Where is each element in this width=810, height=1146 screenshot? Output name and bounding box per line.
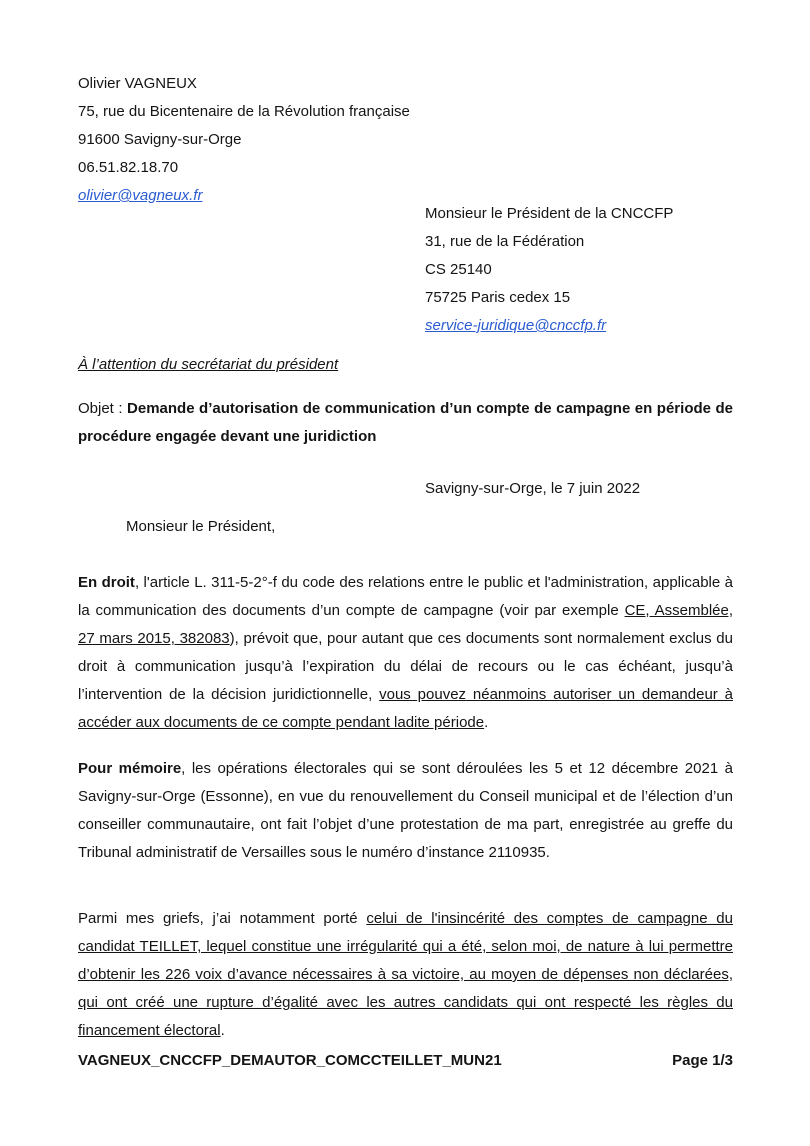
sender-block: [78, 70, 410, 210]
body-paragraph-background: [78, 755, 733, 867]
recipient-title: Monsieur le Président de la CNCCFP: [425, 205, 674, 222]
text-segment: CE, Assemblée, 27 mars 2015, 382083: [78, 602, 734, 647]
recipient-address-line-2: CS 25140: [425, 261, 492, 278]
sender-name: Olivier VAGNEUX: [78, 75, 197, 92]
dateline: Savigny-sur-Orge, le 7 juin 2022: [425, 480, 641, 497]
text-segment: Pour mémoire: [78, 760, 182, 777]
subject-line: [78, 395, 733, 451]
text-segment: , l'article L. 311-5-2°-f du code des relations entre le public et l'administration, applicable à la communication des documents d’un compte de campagne (voir par exemple: [78, 574, 733, 619]
text-segment: .: [220, 1022, 225, 1039]
sender-address-line-2: 91600 Savigny-sur-Orge: [78, 131, 242, 148]
footer-reference: VAGNEUX_CNCCFP_DEMAUTOR_COMCCTEILLET_MUN21: [78, 1052, 502, 1069]
salutation: Monsieur le Président,: [126, 518, 276, 535]
text-segment: , les opérations électorales qui se sont déroulées les 5 et 12 décembre 2021 à Savigny-sur-Orge (Essonne), en vue du renouvellement du Conseil municipal et de l’élection d’un conseiller communautaire, ont fait l’objet d’une protestation de ma part, enregistrée au greffe du Tribunal administratif de Versailles sous le numéro d’instance 2110935.: [78, 760, 733, 861]
footer-page-number: Page 1/3: [672, 1052, 733, 1069]
recipient-address-line-1: 31, rue de la Fédération: [425, 233, 585, 250]
text-segment: .: [484, 714, 489, 731]
page-footer: [78, 1047, 733, 1075]
recipient-address-line-3: 75725 Paris cedex 15: [425, 289, 571, 306]
text-segment: Demande d’autorisation de communication d’un compte de campagne en période de procédure engagée devant une juridiction: [78, 400, 733, 445]
text-segment: vous pouvez néanmoins autoriser un demandeur à accéder aux documents de ce compte pendant ladite période: [78, 686, 733, 731]
body-paragraph-legal-basis: [78, 569, 733, 737]
text-segment: Objet :: [78, 400, 128, 417]
text-segment: Parmi mes griefs, j’ai notamment porté: [78, 910, 367, 927]
recipient-email-link[interactable]: service-juridique@cnccfp.fr: [425, 317, 607, 334]
text-segment: ), prévoit que, pour autant que ces documents sont normalement exclus du droit à communication jusqu’à l’expiration du délai de recours ou le cas échéant, jusqu’à l’intervention de la décision juridictionnelle,: [78, 630, 733, 703]
sender-email-link[interactable]: olivier@vagneux.fr: [78, 187, 203, 204]
attention-line: À l’attention du secrétariat du président: [78, 356, 339, 373]
text-segment: celui de l'insincérité des comptes de campagne du candidat TEILLET, lequel constitue une irrégularité qui a été, selon moi, de nature à lui permettre d’obtenir les 226 voix d’avance nécessaires à sa victoire, au moyen de dépenses non déclarées, qui ont créé une rupture d’égalité avec les autres candidats qui ont respecté les règles du financement électoral: [78, 910, 733, 1039]
sender-phone: 06.51.82.18.70: [78, 159, 179, 176]
sender-address-line-1: 75, rue du Bicentenaire de la Révolution française: [78, 103, 410, 120]
recipient-block: [425, 200, 673, 340]
body-paragraph-grievances: [78, 905, 733, 1045]
text-segment: En droit: [78, 574, 135, 591]
